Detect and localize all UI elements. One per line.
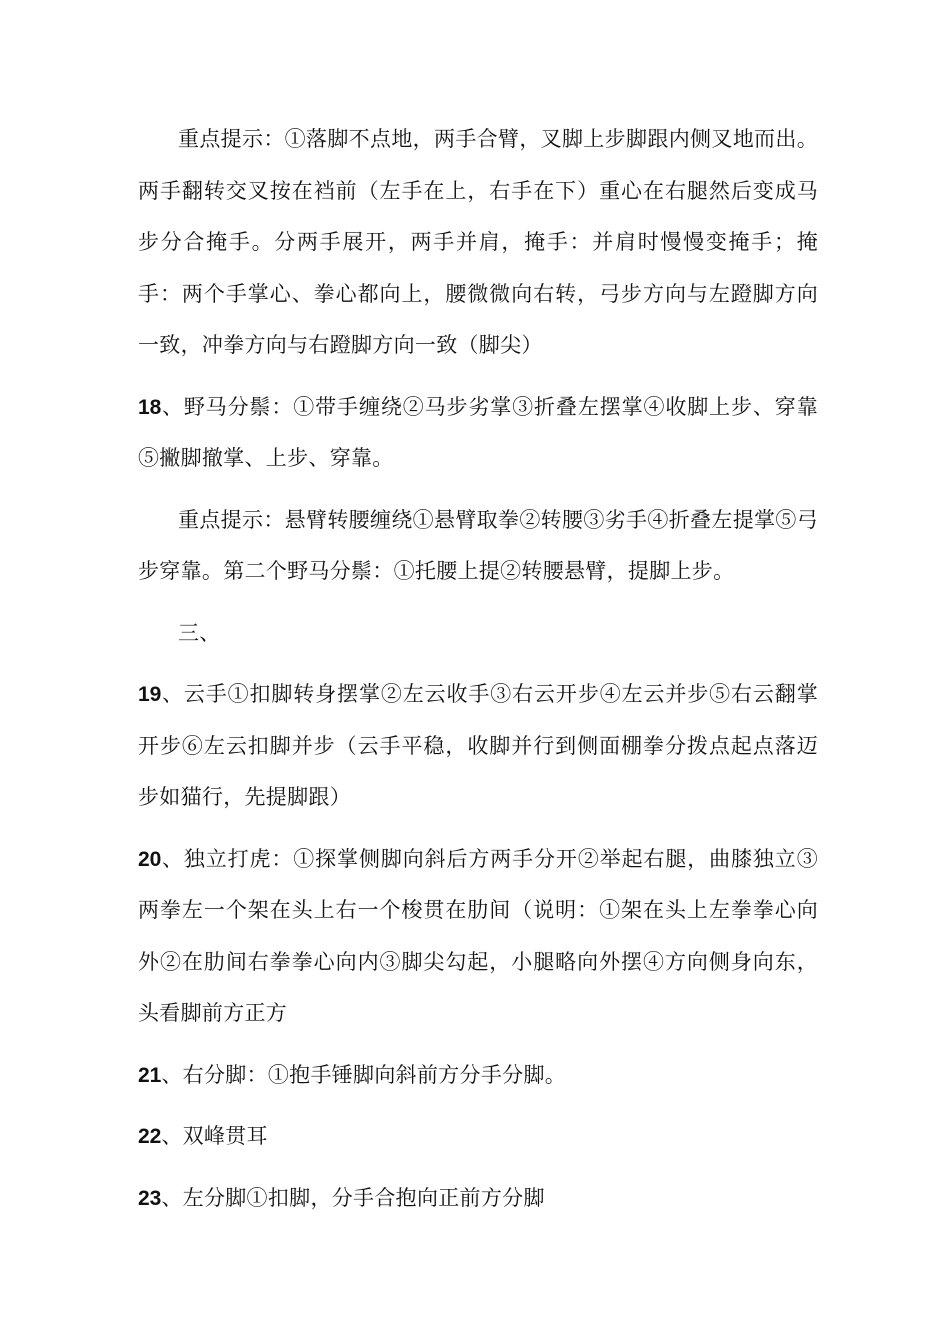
- paragraph-item-20: [138, 834, 818, 1040]
- paragraph-text: 、右分脚：①抱手锤脚向斜前方分手分脚。: [161, 1062, 567, 1087]
- paragraph-key-points-2: [138, 495, 818, 598]
- paragraph-item-18: [138, 382, 818, 485]
- paragraph-text: 、左分脚①扣脚，分手合抱向正前方分脚: [161, 1185, 545, 1210]
- document-page: [138, 114, 818, 1234]
- item-number: 23: [138, 1186, 162, 1210]
- paragraph-text: 、野马分鬃：①带手缠绕②马步劣掌③折叠左摆掌④收脚上步、穿靠⑤撇脚撤掌、上步、穿靠。: [138, 394, 818, 470]
- paragraph-text: 、双峰贯耳: [161, 1124, 268, 1148]
- paragraph-text: 、独立打虎：①探掌侧脚向斜后方两手分开②举起右腿，曲膝独立③两拳左一个架在头上右一个梭贯在肋间（说明：①架在头上左拳拳心向外②在肋间右拳拳心向内③脚尖勾起，小腿略向外摆④方向侧身向东，头看脚前方正方: [138, 846, 818, 1025]
- item-number: 22: [138, 1125, 162, 1148]
- section-heading-three: [138, 608, 818, 660]
- section-heading-text: 三、: [178, 620, 221, 645]
- item-number: 21: [138, 1063, 162, 1087]
- paragraph-item-21: [138, 1050, 818, 1102]
- paragraph-item-23: [138, 1173, 818, 1225]
- item-number: 19: [138, 683, 162, 706]
- paragraph-item-19: [138, 669, 818, 824]
- item-number: 20: [138, 847, 162, 871]
- paragraph-item-22: [138, 1111, 818, 1163]
- item-number: 18: [138, 395, 162, 419]
- paragraph-text: 重点提示：①落脚不点地，两手合臂，叉脚上步脚跟内侧叉地而出。两手翻转交叉按在裆前（左手在上，右手在下）重心在右腿然后变成马步分合掩手。分两手展开，两手并肩，掩手：并肩时慢慢变掩手；掩手：两个手掌心、拳心都向上，腰微微向右转，弓步方向与左蹬脚方向一致，冲拳方向与右蹬脚方向一致（脚尖）: [138, 127, 818, 357]
- paragraph-key-points-1: [138, 114, 818, 372]
- paragraph-text: 、云手①扣脚转身摆掌②左云收手③右云开步④左云并步⑤右云翻掌开步⑥左云扣脚并步（云手平稳，收脚并行到侧面棚拳分拨点起点落迈步如猫行，先提脚跟）: [138, 682, 818, 809]
- paragraph-text: 重点提示：悬臂转腰缠绕①悬臂取拳②转腰③劣手④折叠左提掌⑤弓步穿靠。第二个野马分鬃：①托腰上提②转腰悬臂，提脚上步。: [138, 507, 818, 583]
